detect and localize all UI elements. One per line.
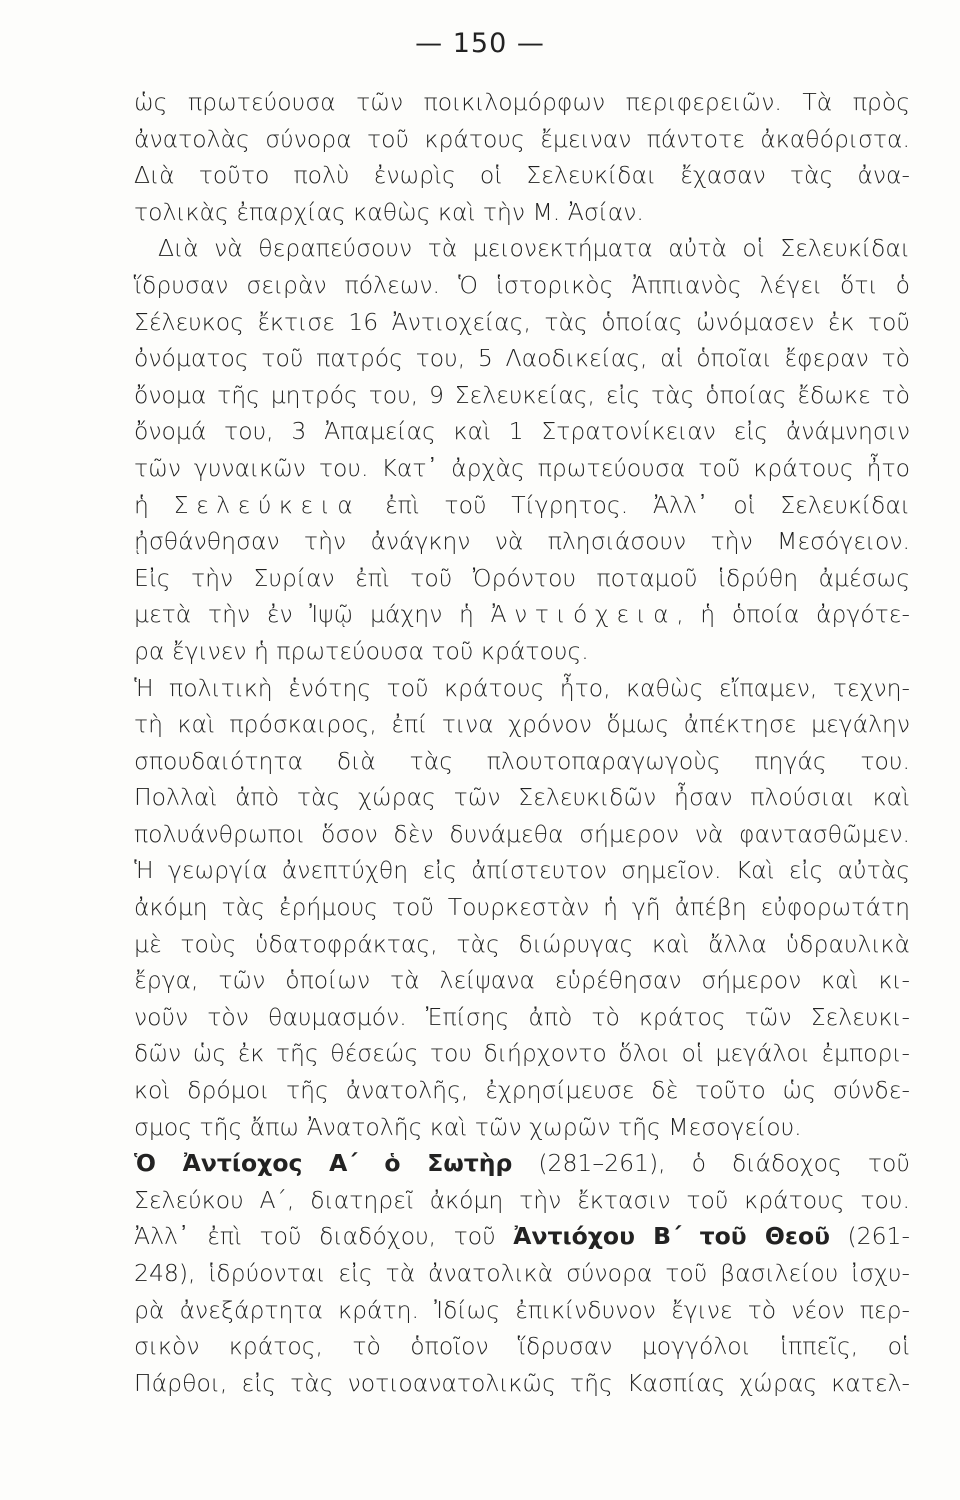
text-line: Διὰ τοῦτο πολὺ ἐνωρὶς οἱ Σελευκίδαι ἔχασαν τὰς ἀνα- <box>134 161 910 190</box>
text-line: ρα ἔγινεν ἡ πρωτεύουσα τοῦ κράτους. <box>134 636 589 665</box>
text-line: Εἰς τὴν Συρίαν ἐπὶ τοῦ Ὀρόντου ποταμοῦ ἱδρύθη ἀμέσως <box>134 563 910 592</box>
text-line: ὄνομα τῆς μητρός του, 9 Σελευκείας, εἰς τὰς ὁποίας ἔδωκε τὸ <box>134 380 910 409</box>
text-line: σμος τῆς ἄπω Ἀνατολῆς καὶ τῶν χωρῶν τῆς Μεσογείου. <box>134 1112 802 1141</box>
text-line: πολυάνθρωποι ὅσον δὲν δυνάμεθα σήμερον νὰ φαντασθῶμεν. <box>134 819 910 848</box>
text-segment: (281–261), ὁ διάδοχος τοῦ <box>512 1149 910 1178</box>
text-line: ὡς πρωτεύουσα τῶν ποικιλομόρφων περιφερειῶν. Τὰ πρὸς <box>134 88 910 116</box>
text-line: ἵδρυσαν σειρὰν πόλεων. Ὁ ἱστορικὸς Ἀππιανὸς λέγει ὅτι ὁ <box>134 270 910 299</box>
text-line <box>134 487 910 524</box>
text-line: νοῦν τὸν θαυμασμόν. Ἐπίσης ἀπὸ τὸ κράτος τῶν Σελευκι- <box>134 1002 910 1031</box>
text-line <box>134 1218 910 1255</box>
text-line: Ἡ γεωργία ἀνεπτύχθη εἰς ἀπίστευτον σημεῖον. Καὶ εἰς αὐτὰς <box>134 856 910 885</box>
text-line: ἔργα, τῶν ὁποίων τὰ λείψανα εὑρέθησαν σήμερον καὶ κι- <box>134 966 910 995</box>
text-line: ρὰ ἀνεξάρτητα κράτη. Ἰδίως ἐπικίνδυνον ἔγινε τὸ νέον περ- <box>134 1295 910 1324</box>
text-line: ἀκόμη τὰς ἐρήμους τοῦ Τουρκεστὰν ἡ γῆ ἀπέβη εὐφορωτάτη <box>134 893 910 922</box>
spaced-emphasis: Σελεύκεια <box>173 490 361 519</box>
text-line <box>134 596 910 633</box>
text-line: μὲ τοὺς ὑδατοφράκτας, τὰς διώρυγας καὶ ἄλλα ὑδραυλικὰ <box>134 929 910 958</box>
text-line: 248), ἱδρύονται εἰς τὰ ἀνατολικὰ σύνορα τοῦ βασιλείου ἰσχυ- <box>134 1259 910 1287</box>
text-line: Πολλαὶ ἀπὸ τὰς χώρας τῶν Σελευκιδῶν ἦσαν πλούσιαι καὶ <box>134 783 910 812</box>
text-line: τὴ καὶ πρόσκαιρος, ἐπί τινα χρόνον ὅμως ἀπέκτησε μεγάλην <box>134 710 910 739</box>
paragraph-start-line <box>134 1145 910 1182</box>
paragraph-start-line: Διὰ νὰ θεραπεύσουν τὰ μειονεκτήματα αὐτὰ οἱ Σελευκίδαι <box>158 234 910 263</box>
paragraph-start-line: Ἡ πολιτικὴ ἑνότης τοῦ κράτους ἦτο, καθὼς εἴπαμεν, τεχνη- <box>134 673 910 702</box>
text-line: Σέλευκος ἔκτισε 16 Ἀντιοχείας, τὰς ὁποίας ὠνόμασεν ἐκ τοῦ <box>134 307 910 336</box>
text-line: ἀνατολὰς σύνορα τοῦ κράτους ἔμειναν πάντοτε ἀκαθόριστα. <box>134 124 910 153</box>
text-line: τῶν γυναικῶν του. Κατ᾿ ἀρχὰς πρωτεύουσα τοῦ κράτους ἦτο <box>134 453 910 482</box>
page-number: — 150 — <box>415 28 545 59</box>
body-text <box>134 84 910 1401</box>
text-line: τολικὰς ἐπαρχίας καθὼς καὶ τὴν Μ. Ἀσίαν. <box>134 197 644 226</box>
text-line: Σελεύκου Α΄, διατηρεῖ ἀκόμη τὴν ἔκτασιν τοῦ κράτους του. <box>134 1185 910 1214</box>
text-segment: , ἡ ὁποία ἀργότε- <box>676 600 910 629</box>
text-line: δῶν ὡς ἐκ τῆς θέσεώς του διήρχοντο ὅλοι οἱ μεγάλοι ἐμπορι- <box>134 1039 910 1068</box>
text-line: ὄνομά του, 3 Ἀπαμείας καὶ 1 Στρατονίκειαν εἰς ἀνάμνησιν <box>134 417 910 446</box>
text-line: σικὸν κράτος, τὸ ὁποῖον ἵδρυσαν μογγόλοι ἱππεῖς, οἱ <box>134 1332 910 1361</box>
text-segment: ἡ <box>134 490 174 519</box>
text-line: ᾐσθάνθησαν τὴν ἀνάγκην νὰ πλησιάσουν τὴν Μεσόγειον. <box>134 527 910 556</box>
text-line: σπουδαιότητα διὰ τὰς πλουτοπαραγωγοὺς πηγάς του. <box>134 746 910 775</box>
spaced-emphasis: Ἀντιόχεια <box>490 600 677 629</box>
text-segment: (261- <box>829 1222 910 1251</box>
text-line: Πάρθοι, εἰς τὰς νοτιοανατολικῶς τῆς Κασπίας χώρας κατελ- <box>134 1368 910 1397</box>
bold-name: Ὁ Ἀντίοχος Α΄ ὁ Σωτὴρ <box>134 1149 513 1178</box>
text-line: ὀνόματος τοῦ πατρός του, 5 Λαοδικείας, αἱ ὁποῖαι ἔφεραν τὸ <box>134 344 910 373</box>
text-segment: Ἀλλ᾿ ἐπὶ τοῦ διαδόχου, τοῦ <box>134 1222 514 1251</box>
text-segment: ἐπὶ τοῦ Τίγρητος. Ἀλλ᾿ οἱ Σελευκίδαι <box>360 490 910 519</box>
text-line: κοὶ δρόμοι τῆς ἀνατολῆς, ἐχρησίμευσε δὲ τοῦτο ὡς σύνδε- <box>134 1076 910 1105</box>
bold-name: Ἀντιόχου Β΄ τοῦ Θεοῦ <box>513 1222 830 1251</box>
text-segment: μετὰ τὴν ἐν Ἰψῷ μάχην ἡ <box>134 600 491 629</box>
